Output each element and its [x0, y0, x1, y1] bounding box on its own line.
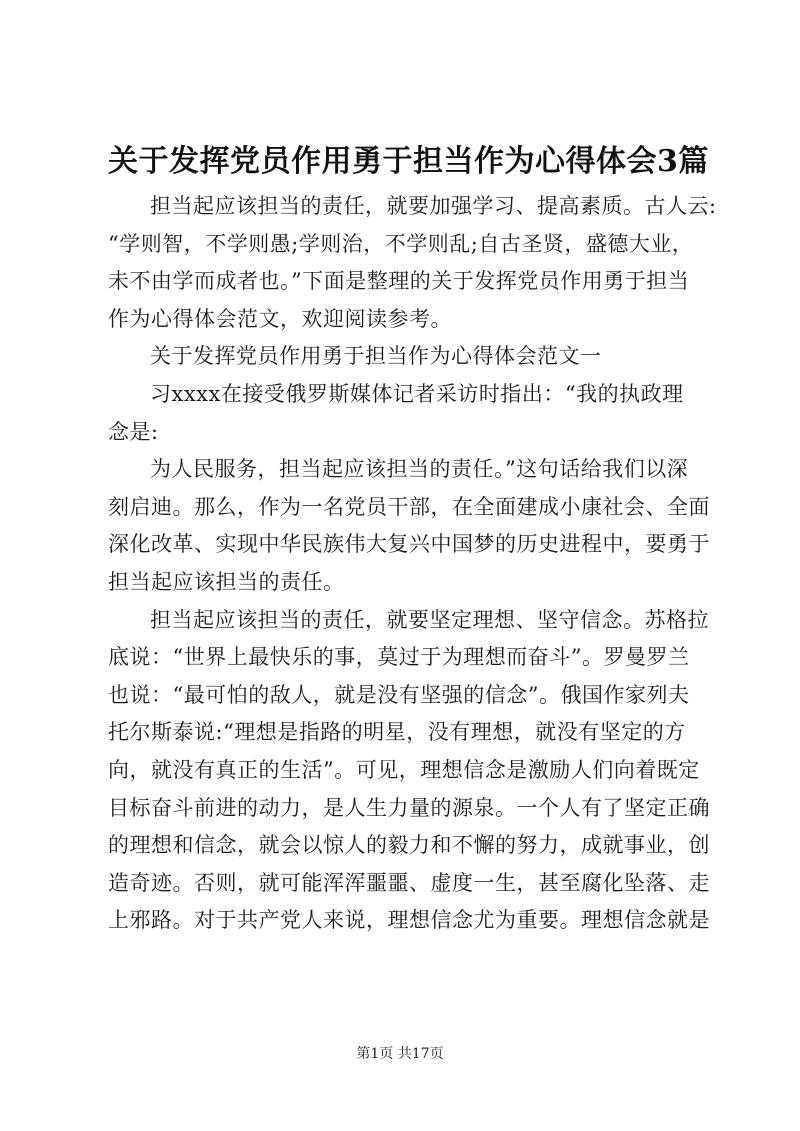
text-line: 为人民服务，担当起应该担当的责任。”这句话给我们以深 — [150, 457, 689, 482]
text-line: 也说：“最可怕的敌人，就是没有坚强的信念”。俄国作家列夫 — [108, 682, 690, 707]
text-line: 未不由学而成者也。”下面是整理的关于发挥党员作用勇于担当 — [108, 269, 690, 294]
text-line: 习xxxx在接受俄罗斯媒体记者采访时指出：“我的执政理 — [150, 381, 684, 406]
text-line: 目标奋斗前进的动力，是人生力量的源泉。一个人有了坚定正确 — [108, 795, 710, 820]
text-line: 向，就没有真正的生活”。可见，理想信念是激励人们向着既定 — [108, 757, 700, 782]
text-line: 的理想和信念，就会以惊人的毅力和不懈的努力，成就事业，创 — [108, 833, 710, 858]
section-heading: 关于发挥党员作用勇于担当作为心得体会范文一 — [150, 344, 602, 369]
text-line: 造奇迹。否则，就可能浑浑噩噩、虚度一生，甚至腐化坠落、走 — [108, 870, 710, 895]
page-footer: 第1页 共17页 — [356, 1046, 444, 1062]
text-line: 底说：“世界上最快乐的事，莫过于为理想而奋斗”。罗曼罗兰 — [108, 645, 690, 670]
text-line: “学则智，不学则愚;学则治，不学则乱;自古圣贤，盛德大业， — [108, 231, 694, 256]
text-line: 担当起应该担当的责任，就要加强学习、提高素质。古人云: — [150, 194, 717, 218]
text-line: 托尔斯泰说:“理想是指路的明星，没有理想，就没有坚定的方 — [108, 720, 686, 745]
text-line: 担当起应该担当的责任，就要坚定理想、坚守信念。苏格拉 — [150, 607, 709, 632]
text-line: 上邪路。对于共产党人来说，理想信念尤为重要。理想信念就是 — [108, 908, 710, 933]
text-line: 深化改革、实现中华民族伟大复兴中国梦的历史进程中，要勇于 — [108, 532, 710, 557]
document-title: 关于发挥党员作用勇于担当作为心得体会3篇 — [108, 144, 709, 179]
text-line: 作为心得体会范文，欢迎阅读参考。 — [108, 306, 452, 331]
text-line: 担当起应该担当的责任。 — [108, 569, 345, 594]
text-line: 念是: — [108, 419, 159, 444]
document-body — [108, 188, 717, 940]
text-line: 刻启迪。那么，作为一名党员干部，在全面建成小康社会、全面 — [108, 494, 710, 519]
